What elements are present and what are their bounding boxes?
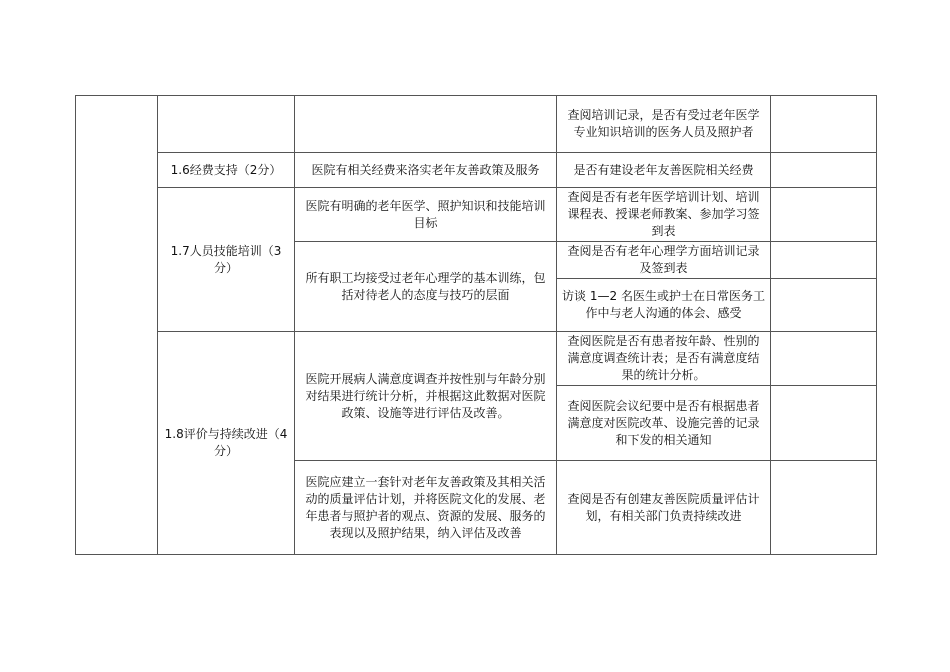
score-cell xyxy=(771,332,877,386)
check-method-cell: 查阅是否有老年心理学方面培训记录及签到表 xyxy=(557,242,771,279)
score-cell xyxy=(771,96,877,153)
standard-cell: 医院开展病人满意度调查并按性别与年龄分别对结果进行统计分析，并根据这此数据对医院政策、设施等进行评估及改善。 xyxy=(295,332,557,461)
check-method-cell: 查阅是否有创建友善医院质量评估计划，有相关部门负责持续改进 xyxy=(557,461,771,555)
score-cell xyxy=(771,386,877,461)
check-method-cell: 查阅医院是否有患者按年龄、性别的满意度调查统计表；是否有满意度结果的统计分析。 xyxy=(557,332,771,386)
table-row xyxy=(76,188,877,242)
table-row xyxy=(76,96,877,153)
item-cell: 1.7人员技能培训（3分） xyxy=(158,188,295,332)
standard-cell: 医院有相关经费来洛实老年友善政策及服务 xyxy=(295,153,557,188)
check-method-cell: 查阅医院会议纪要中是否有根据患者满意度对医院改革、设施完善的记录和下发的相关通知 xyxy=(557,386,771,461)
check-method-cell: 访谈 1—2 名医生或护士在日常医务工作中与老人沟通的体会、感受 xyxy=(557,279,771,332)
table-row xyxy=(76,332,877,386)
item-cell xyxy=(158,96,295,153)
evaluation-table xyxy=(75,95,877,555)
score-cell xyxy=(771,153,877,188)
check-method-cell: 查阅培训记录，是否有受过老年医学专业知识培训的医务人员及照护者 xyxy=(557,96,771,153)
score-cell xyxy=(771,279,877,332)
category-cell xyxy=(76,96,158,555)
standard-cell xyxy=(295,96,557,153)
score-cell xyxy=(771,242,877,279)
standard-cell: 所有职工均接受过老年心理学的基本训练，包括对待老人的态度与技巧的层面 xyxy=(295,242,557,332)
item-cell: 1.6经费支持（2分） xyxy=(158,153,295,188)
standard-cell: 医院应建立一套针对老年友善政策及其相关活动的质量评估计划，并将医院文化的发展、老年患者与照护者的观点、资源的发展、服务的表现以及照护结果，纳入评估及改善 xyxy=(295,461,557,555)
score-cell xyxy=(771,461,877,555)
standard-cell: 医院有明确的老年医学、照护知识和技能培训目标 xyxy=(295,188,557,242)
check-method-cell: 查阅是否有老年医学培训计划、培训课程表、授课老师教案、参加学习签到表 xyxy=(557,188,771,242)
table-row xyxy=(76,153,877,188)
score-cell xyxy=(771,188,877,242)
check-method-cell: 是否有建设老年友善医院相关经费 xyxy=(557,153,771,188)
item-cell: 1.8评价与持续改进（4分） xyxy=(158,332,295,555)
